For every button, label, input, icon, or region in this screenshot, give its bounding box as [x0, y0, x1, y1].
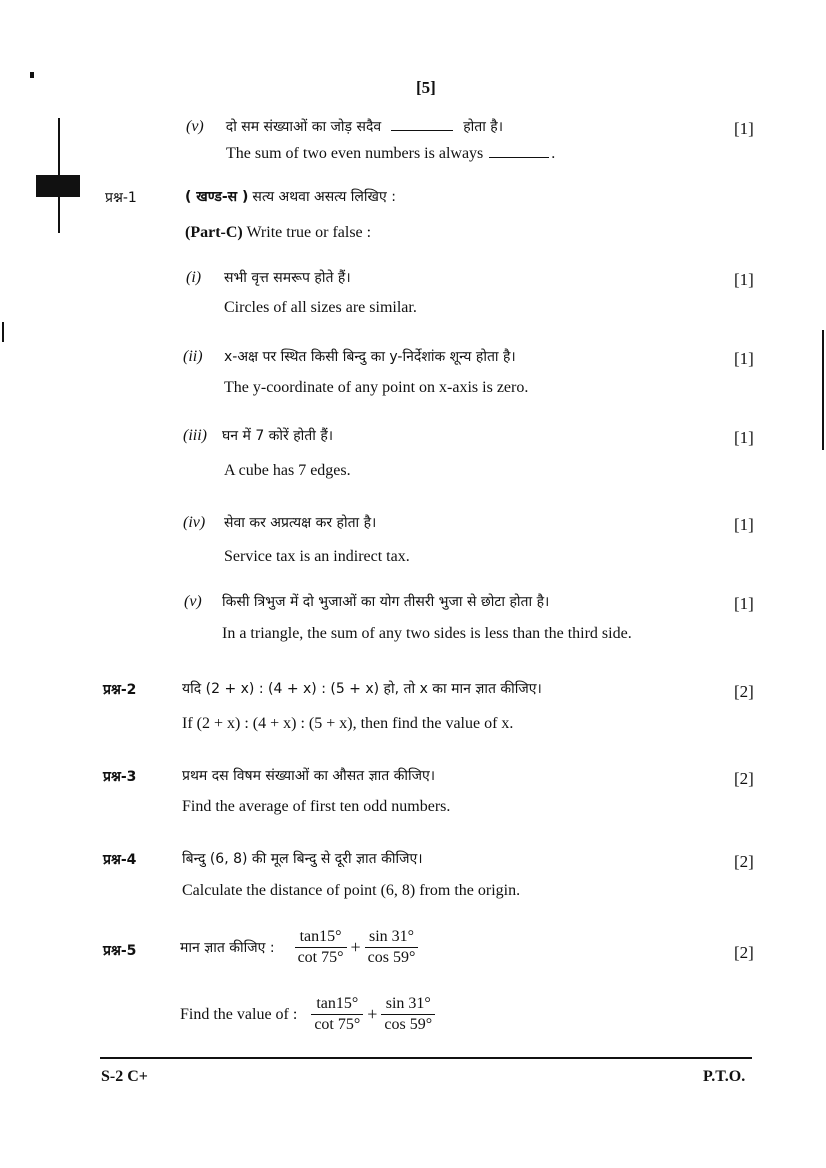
page-number: [5] — [416, 78, 436, 97]
numerator: tan15° — [295, 928, 347, 948]
footer-pto: P.T.O. — [703, 1068, 746, 1085]
item-number: (i) — [186, 269, 202, 286]
hindi-text: यदि (2 + x) : (4 + x) : (5 + x) हो, तो x का मान ज्ञात कीजिए। — [182, 681, 542, 697]
english-text: Circles of all sizes are similar. — [224, 299, 417, 316]
item-number: (ii) — [183, 348, 203, 365]
section-part-hindi: ( खण्ड-स ) — [185, 189, 249, 205]
item-number: (iii) — [183, 427, 207, 444]
answer-blank — [391, 130, 453, 131]
marks: [1] — [734, 515, 754, 534]
marks: [1] — [734, 270, 754, 289]
marks: [1] — [734, 428, 754, 447]
fraction-tan-cot — [311, 995, 363, 1034]
fraction-tan-cot — [295, 928, 347, 967]
question-label: प्रश्न-2 — [103, 682, 137, 698]
marks: [1] — [734, 594, 754, 613]
denominator: cot 75° — [297, 949, 344, 966]
section-heading-hindi — [185, 187, 396, 206]
english-text: Find the value of : — [180, 1005, 298, 1023]
english-sentence-end: . — [551, 145, 556, 162]
hindi-text: प्रथम दस विषम संख्याओं का औसत ज्ञात कीजिए। — [182, 768, 436, 784]
footer-rule — [100, 1057, 752, 1059]
question-label: प्रश्न-4 — [103, 852, 137, 868]
item-number: (v) — [184, 593, 202, 610]
section-instruction-hindi: सत्य अथवा असत्य लिखिए : — [252, 189, 396, 205]
plus-sign: + — [350, 937, 361, 957]
english-text: If (2 + x) : (4 + x) : (5 + x), then find the value of x. — [182, 715, 514, 732]
denominator: cot 75° — [314, 1016, 361, 1033]
question-label: प्रश्न-1 — [105, 190, 137, 206]
scan-binding-block — [36, 175, 80, 197]
hindi-text: दो सम संख्याओं का जोड़ सदैव — [225, 119, 382, 135]
marks: [1] — [734, 119, 754, 138]
footer-code: S-2 C+ — [101, 1068, 148, 1085]
denominator: cos 59° — [367, 949, 416, 966]
numerator: tan15° — [311, 995, 363, 1015]
answer-blank — [489, 157, 549, 158]
scan-right-edge — [822, 330, 824, 450]
english-text: Service tax is an indirect tax. — [224, 548, 410, 565]
numerator: sin 31° — [381, 995, 435, 1015]
marks: [2] — [734, 943, 754, 962]
english-text: Calculate the distance of point (6, 8) from the origin. — [182, 882, 521, 899]
fraction-sin-cos — [381, 995, 435, 1034]
marks: [2] — [734, 852, 754, 871]
english-expression — [180, 995, 435, 1034]
english-sentence: The sum of two even numbers is always — [226, 145, 484, 162]
english-text: A cube has 7 edges. — [224, 462, 351, 479]
denominator: cos 59° — [384, 1016, 433, 1033]
marks: [2] — [734, 682, 754, 701]
english-text — [226, 145, 555, 163]
section-part-english: (Part-C) — [185, 224, 243, 241]
question-label: प्रश्न-5 — [103, 943, 137, 959]
marks: [2] — [734, 769, 754, 788]
hindi-text: x-अक्ष पर स्थित किसी बिन्दु का y-निर्देशांक शून्य होता है। — [224, 349, 516, 365]
fraction-sin-cos — [365, 928, 419, 967]
item-number: (v) — [186, 118, 204, 135]
hindi-text: घन में 7 कोरें होती हैं। — [222, 428, 334, 444]
scan-left-tick — [2, 322, 4, 342]
english-text: In a triangle, the sum of any two sides is less than the third side. — [222, 625, 632, 642]
hindi-text-end: होता है। — [463, 119, 504, 135]
hindi-text: सेवा कर अप्रत्यक्ष कर होता है। — [224, 515, 377, 531]
section-heading-english — [185, 224, 371, 242]
marks: [1] — [734, 349, 754, 368]
hindi-text: किसी त्रिभुज में दो भुजाओं का योग तीसरी भुजा से छोटा होता है। — [222, 594, 550, 610]
hindi-expression — [180, 928, 418, 967]
english-text: Find the average of first ten odd numbers. — [182, 798, 451, 815]
question-item — [186, 117, 503, 136]
hindi-text: बिन्दु (6, 8) की मूल बिन्दु से दूरी ज्ञात कीजिए। — [182, 851, 423, 867]
hindi-text: मान ज्ञात कीजिए : — [180, 940, 275, 956]
section-instruction-english: Write true or false : — [246, 224, 372, 241]
scan-mark-top — [30, 72, 34, 78]
question-label: प्रश्न-3 — [103, 769, 137, 785]
numerator: sin 31° — [365, 928, 419, 948]
english-text: The y-coordinate of any point on x-axis is zero. — [224, 379, 529, 396]
hindi-text: सभी वृत्त समरूप होते हैं। — [224, 270, 351, 286]
plus-sign: + — [367, 1004, 378, 1024]
item-number: (iv) — [183, 514, 206, 531]
